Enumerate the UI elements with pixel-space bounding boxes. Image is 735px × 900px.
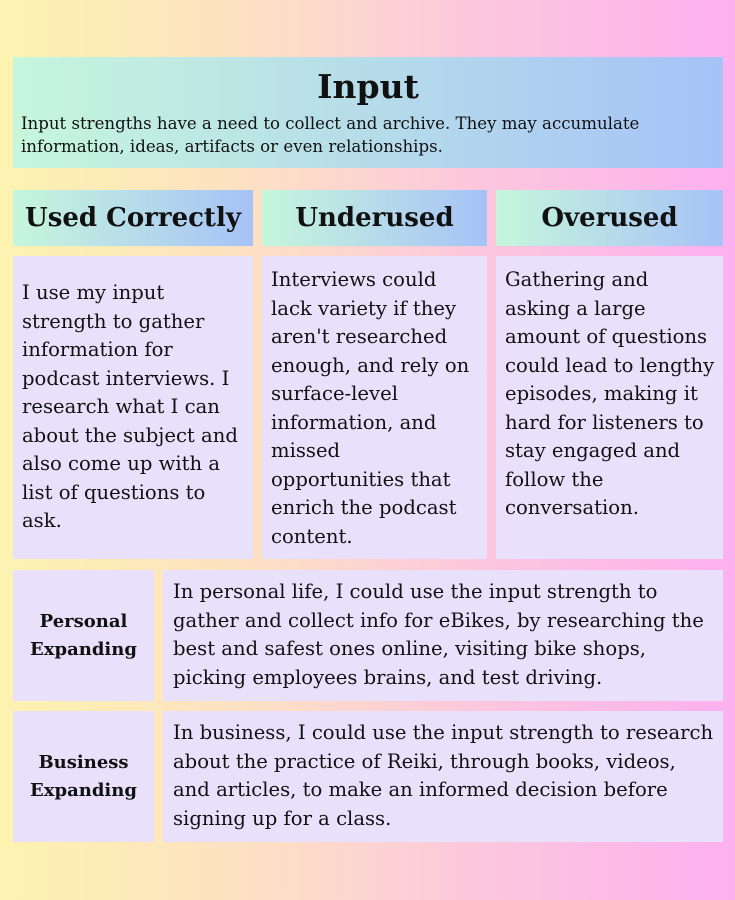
cell-used-correctly [13,256,253,559]
row-label-personal-expanding [13,570,154,701]
row-text-business-expanding-text: In business, I could use the input strength to research about the practice of Reiki, through books, videos, and articles, to make an informed decision before signing up for a class. [173,721,714,830]
row-label-business-expanding [13,711,154,842]
row-label-business-expanding-text: Business Expanding [30,751,137,801]
cell-used-correctly-text: I use my input strength to gather information for podcast interviews. I research what I can about the subject and also come up with a list of questions to ask. [22,281,238,533]
column-heading-used-correctly: Used Correctly [13,190,253,246]
page-subtitle: Input strengths have a need to collect and archive. They may accumulate information, ideas, artifacts or even relationships. [21,114,640,156]
header-panel [13,57,723,168]
cell-overused [496,256,723,559]
cell-overused-text: Gathering and asking a large amount of questions could lead to lengthy episodes, making it hard for listeners to stay engaged and follow the conversation. [505,268,715,519]
cell-underused [262,256,487,559]
column-heading-overused: Overused [496,190,723,246]
cell-underused-text: Interviews could lack variety if they aren't researched enough, and rely on surface-level information, and missed opportunities that enrich the podcast content. [271,268,470,548]
row-text-personal-expanding-text: In personal life, I could use the input strength to gather and collect info for eBikes, by researching the best and safest ones online, visiting bike shops, picking employees brains, and test driving. [173,580,704,689]
page-title: Input [317,67,419,106]
row-text-personal-expanding [163,570,723,701]
row-text-business-expanding [163,711,723,842]
column-heading-underused: Underused [262,190,487,246]
row-label-personal-expanding-text: Personal Expanding [30,610,137,660]
